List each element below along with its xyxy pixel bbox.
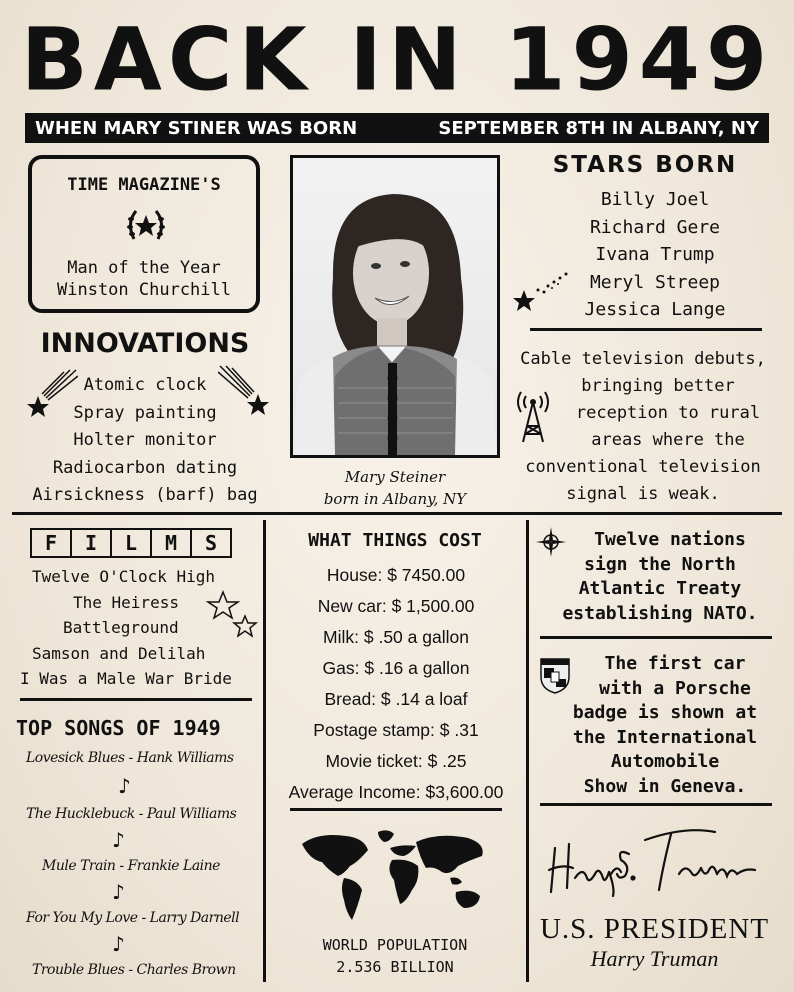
star-item: Richard Gere	[589, 216, 721, 238]
world-map-icon	[298, 826, 494, 924]
portrait-illustration	[293, 158, 497, 455]
music-note-icon: ♪	[112, 828, 125, 852]
film-item: Twelve O'Clock High	[32, 567, 216, 586]
population-block	[270, 934, 520, 978]
shooting-star-icon	[218, 364, 270, 416]
column-divider	[526, 520, 529, 982]
cable-line: signal is weak.	[566, 484, 720, 504]
nato-line: Twelve nations	[594, 529, 746, 550]
photo-caption-name: Mary Steiner	[344, 468, 446, 486]
stars-born-heading: STARS BORN	[552, 152, 738, 178]
music-note-icon: ♪	[118, 774, 131, 798]
song-item: The Hucklebuck - Paul Williams	[26, 806, 237, 822]
costs-list	[268, 560, 524, 808]
banner	[25, 113, 769, 143]
innovation-item: Spray painting	[73, 402, 217, 423]
films-letter: L	[112, 530, 152, 556]
cable-line: reception to rural	[575, 403, 761, 423]
song-item: Lovesick Blues - Hank Williams	[26, 750, 234, 766]
nato-line: Atlantic Treaty	[578, 578, 742, 599]
porsche-line: Show in Geneva.	[583, 775, 747, 797]
film-item: Battleground	[63, 618, 179, 637]
film-item: The Heiress	[73, 592, 179, 612]
star-item: Ivana Trump	[595, 244, 715, 265]
cost-item: House: $ 7450.00	[326, 565, 466, 585]
music-note-icon: ♪	[112, 932, 125, 956]
cable-line: conventional television	[525, 457, 761, 477]
film-item: Samson and Delilah	[32, 643, 206, 663]
porsche-text	[545, 652, 785, 799]
costs-heading: WHAT THINGS COST	[308, 530, 482, 551]
films-letter: I	[72, 530, 112, 556]
porsche-line: with a Porsche	[599, 677, 751, 699]
music-note-icon: ♪	[112, 880, 125, 904]
cost-item: Postage stamp: $ .31	[313, 720, 479, 740]
cable-line: Cable television debuts,	[520, 349, 766, 369]
poster-title: BACK IN 1949	[20, 9, 774, 110]
divider	[540, 803, 772, 806]
population-value: 2.536 BILLION	[336, 958, 454, 976]
porsche-line: Automobile	[610, 751, 720, 772]
films-heading	[30, 528, 232, 558]
innovations-heading: INNOVATIONS	[40, 328, 250, 359]
divider	[530, 328, 762, 331]
cost-item: Gas: $ .16 a gallon	[322, 658, 470, 678]
president-title: U.S. PRESIDENT	[539, 913, 770, 945]
innovation-item: Atomic clock	[83, 375, 207, 395]
film-item: I Was a Male War Bride	[20, 669, 232, 688]
innovation-item: Radiocarbon dating	[52, 457, 238, 478]
antenna-tower-icon	[515, 388, 551, 444]
divider	[290, 808, 502, 811]
section-divider	[12, 512, 782, 515]
star-item: Billy Joel	[600, 189, 710, 210]
time-line2: Winston Churchill	[57, 280, 231, 300]
banner-right: SEPTEMBER 8TH IN ALBANY, NY	[438, 117, 759, 139]
nato-line: establishing NATO.	[562, 602, 758, 624]
cost-item: Movie ticket: $ .25	[325, 751, 467, 771]
song-item: For You My Love - Larry Darnell	[26, 910, 240, 926]
shooting-star-icon	[508, 268, 572, 316]
cost-item: Milk: $ .50 a gallon	[323, 627, 469, 647]
banner-left: WHEN MARY STINER WAS BORN	[35, 117, 358, 139]
divider	[540, 636, 772, 639]
innovation-item: Holter monitor	[73, 430, 217, 450]
star-outline-icon	[205, 590, 261, 642]
photo-caption	[290, 466, 500, 510]
population-label: WORLD POPULATION	[322, 936, 468, 954]
song-item: Trouble Blues - Charles Brown	[32, 962, 236, 978]
star-item: Jessica Lange	[584, 299, 726, 320]
films-letter: S	[204, 531, 218, 555]
nato-text	[535, 528, 785, 626]
cost-item: Bread: $ .14 a loaf	[324, 689, 468, 709]
films-letter: M	[152, 530, 192, 556]
songs-list	[26, 750, 261, 978]
cable-line: areas where the	[591, 430, 745, 450]
innovation-item: Airsickness (barf) bag	[32, 485, 258, 505]
signature-icon	[545, 818, 770, 898]
porsche-line: badge is shown at	[572, 702, 758, 723]
star-item: Meryl Streep	[589, 271, 721, 293]
songs-heading: TOP SONGS OF 1949	[16, 716, 221, 740]
time-heading: TIME MAGAZINE'S	[67, 175, 221, 195]
photo-caption-place: born in Albany, NY	[323, 490, 467, 508]
portrait-photo	[290, 155, 500, 458]
president-name: Harry Truman	[590, 946, 719, 971]
cost-item: New car: $ 1,500.00	[317, 596, 475, 616]
cost-item: Average Income: $3,600.00	[288, 782, 504, 802]
laurel-star-icon	[122, 205, 170, 245]
divider	[20, 698, 252, 701]
porsche-line: the International	[572, 726, 758, 748]
films-letter: F	[32, 530, 72, 556]
nato-line: sign the North	[584, 553, 736, 575]
cable-line: bringing better	[581, 376, 735, 396]
column-divider	[263, 520, 266, 982]
shooting-star-icon	[26, 368, 78, 418]
song-item: Mule Train - Frankie Laine	[42, 858, 220, 874]
time-magazine-box	[28, 155, 260, 313]
time-line1: Man of the Year	[67, 258, 221, 278]
porsche-line: The first car	[604, 653, 746, 674]
